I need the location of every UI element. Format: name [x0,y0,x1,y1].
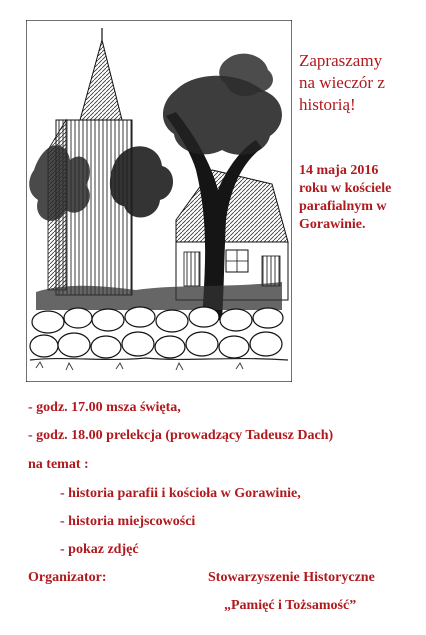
church-sketch-image [26,20,292,382]
topic-item-photos: - pokaz zdjęć [60,542,139,557]
date-line-2: roku w kościele [299,181,392,196]
date-info [299,162,419,234]
topic-label: na temat : [28,457,89,472]
headline-line-2: na wieczór z [299,73,385,92]
headline-line-3: historią! [299,95,356,114]
organizer-name-line-1: Stowarzyszenie Historyczne [208,570,375,585]
schedule-item-mass: - godz. 17.00 msza święta, [28,400,181,415]
topic-item-locality: - historia miejscowości [60,514,196,529]
date-line-3: parafialnym w [299,199,387,214]
topic-item-parish: - historia parafii i kościoła w Gorawinie, [60,486,301,501]
headline [299,50,419,116]
schedule-item-lecture: - godz. 18.00 prelekcja (prowadzący Tadeusz Dach) [28,428,334,443]
organizer-label: Organizator: [28,570,107,585]
headline-line-1: Zapraszamy [299,51,383,70]
organizer-name-line-2: „Pamięć i Tożsamość” [224,598,357,613]
date-line-1: 14 maja 2016 [299,163,379,178]
date-line-4: Gorawinie. [299,217,366,232]
